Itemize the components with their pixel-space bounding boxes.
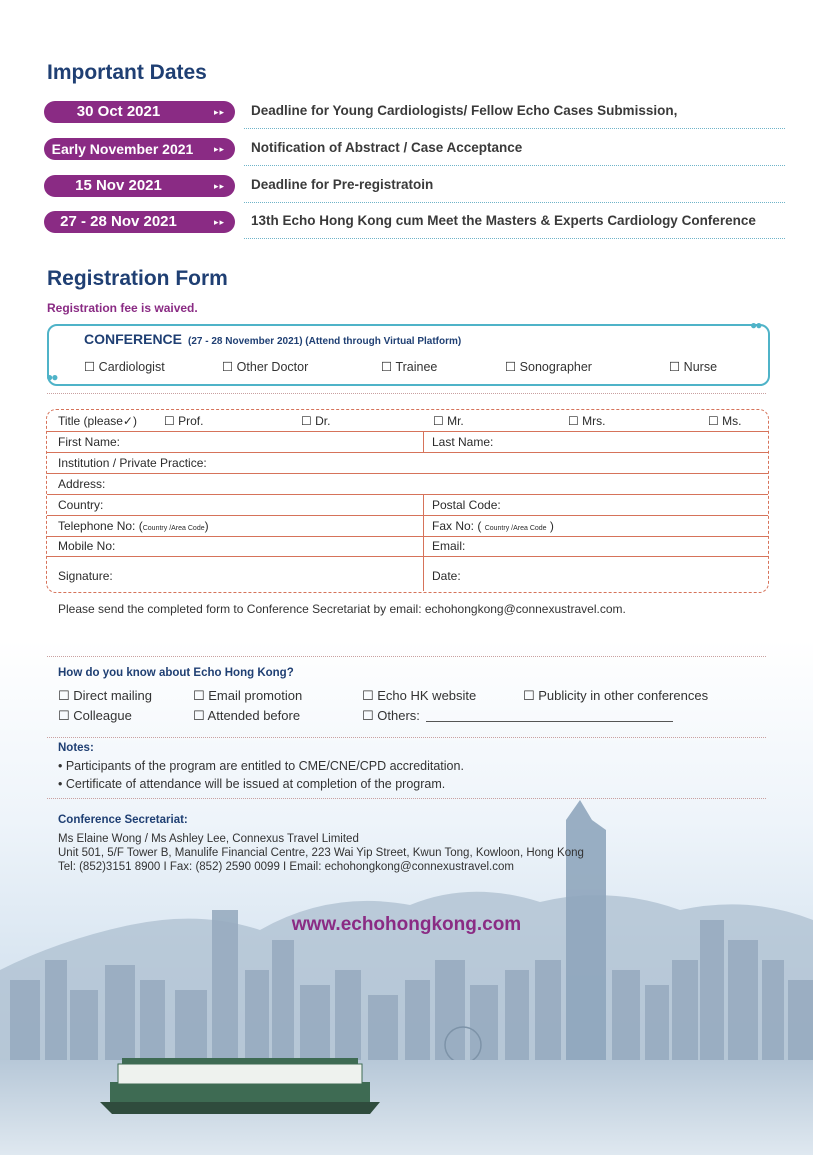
date-pill <box>44 211 235 233</box>
checkbox-dr[interactable]: ☐ Dr. <box>301 414 331 428</box>
mobile-field[interactable]: Mobile No: <box>58 539 116 553</box>
fax-field[interactable] <box>432 519 554 533</box>
column-divider <box>423 494 424 515</box>
checkbox-others[interactable]: ☐ Others: <box>362 708 420 723</box>
checkbox-nurse[interactable]: ☐ Nurse <box>669 360 718 374</box>
date-description: Notification of Abstract / Case Acceptance <box>251 140 523 155</box>
note-item: • Certificate of attendance will be issued at completion of the program. <box>58 777 446 791</box>
fee-note: Registration fee is waived. <box>47 301 198 315</box>
date-row <box>44 207 785 235</box>
date-description: Deadline for Young Cardiologists/ Fellow Echo Cases Submission, <box>251 103 678 118</box>
email-field[interactable]: Email: <box>432 539 466 553</box>
date-pill <box>44 101 235 123</box>
signature-row <box>47 556 768 591</box>
note-item: • Participants of the program are entitled to CME/CNE/CPD accreditation. <box>58 759 464 773</box>
divider <box>47 798 766 799</box>
divider <box>244 238 785 239</box>
close-paren: ) <box>204 519 209 533</box>
checkbox-sonographer[interactable]: ☐ Sonographer <box>505 360 592 374</box>
send-instructions: Please send the completed form to Conference Secretariat by email: echohongkong@connexustravel.com. <box>58 602 626 616</box>
secretariat-address: Unit 501, 5/F Tower B, Manulife Financial Centre, 223 Wai Yip Street, Kwun Tong, Kowloon, Hong Kong <box>58 847 584 859</box>
title-row <box>47 410 768 432</box>
divider <box>244 165 785 166</box>
double-arrow-icon: ▸▸ <box>213 217 225 227</box>
telephone-label: Telephone No: ( <box>58 519 143 533</box>
notes-title: Notes: <box>58 742 94 754</box>
secretariat-title: Conference Secretariat: <box>58 814 188 826</box>
website-link[interactable]: www.echohongkong.com <box>291 914 522 935</box>
signature-field[interactable]: Signature: <box>58 569 113 583</box>
checkbox-ms[interactable]: ☐ Ms. <box>708 414 742 428</box>
checkbox-other-doctor[interactable]: ☐ Other Doctor <box>222 360 309 374</box>
address-field[interactable]: Address: <box>58 477 106 491</box>
country-area-code-hint: Country /Area Code <box>484 525 547 532</box>
checkbox-echo-hk-website[interactable]: ☐ Echo HK website <box>362 688 477 703</box>
column-divider <box>423 431 424 452</box>
name-row <box>47 431 768 453</box>
column-divider <box>423 515 424 536</box>
date-label: 15 Nov 2021 <box>75 177 162 194</box>
divider <box>47 656 766 657</box>
country-area-code-hint: Country /Area Code <box>142 525 205 532</box>
close-paren: ) <box>549 519 554 533</box>
registration-heading: Registration Form <box>47 267 228 290</box>
divider <box>244 202 785 203</box>
date-row <box>44 97 785 125</box>
telephone-field[interactable] <box>58 519 209 533</box>
last-name-field[interactable]: Last Name: <box>432 435 494 449</box>
date-row <box>44 171 785 199</box>
secretariat-contact: Ms Elaine Wong / Ms Ashley Lee, Connexus Travel Limited <box>58 833 359 845</box>
dots-ornament-icon: ●● <box>46 370 57 384</box>
postal-code-field[interactable]: Postal Code: <box>432 498 501 512</box>
checkbox-colleague[interactable]: ☐ Colleague <box>58 708 132 723</box>
date-description: Deadline for Pre-registratoin <box>251 177 434 192</box>
institution-field[interactable]: Institution / Private Practice: <box>58 456 207 470</box>
checkbox-mr[interactable]: ☐ Mr. <box>433 414 464 428</box>
double-arrow-icon: ▸▸ <box>213 181 225 191</box>
country-field[interactable]: Country: <box>58 498 104 512</box>
column-divider <box>423 536 424 556</box>
double-arrow-icon: ▸▸ <box>213 144 225 154</box>
conference-label: CONFERENCE <box>84 331 183 347</box>
title-label: Title (please✓) <box>58 414 137 428</box>
column-divider <box>423 556 424 591</box>
conference-detail: (27 - 28 November 2021) (Attend through Virtual Platform) <box>188 336 462 347</box>
personal-details-form <box>46 409 769 593</box>
survey-title: How do you know about Echo Hong Kong? <box>58 667 294 679</box>
divider <box>47 393 766 394</box>
date-row <box>44 134 785 162</box>
date-label: Early November 2021 <box>51 141 194 157</box>
checkbox-publicity-other-conferences[interactable]: ☐ Publicity in other conferences <box>523 688 709 703</box>
checkbox-direct-mailing[interactable]: ☐ Direct mailing <box>58 688 153 703</box>
date-label: 30 Oct 2021 <box>76 103 161 120</box>
institution-row <box>47 452 768 474</box>
checkbox-prof[interactable]: ☐ Prof. <box>164 414 204 428</box>
divider <box>244 128 785 129</box>
others-input-line[interactable] <box>426 721 673 722</box>
phone-row <box>47 515 768 537</box>
address-row <box>47 473 768 495</box>
checkbox-cardiologist[interactable]: ☐ Cardiologist <box>84 360 165 374</box>
date-description: 13th Echo Hong Kong cum Meet the Masters & Experts Cardiology Conference <box>251 213 756 228</box>
conference-title <box>84 331 461 347</box>
date-field[interactable]: Date: <box>432 569 461 583</box>
date-pill <box>44 138 235 160</box>
mobile-row <box>47 536 768 557</box>
country-row <box>47 494 768 516</box>
conference-box <box>47 324 770 386</box>
dots-ornament-icon: ●● <box>750 318 761 332</box>
checkbox-trainee[interactable]: ☐ Trainee <box>381 360 438 374</box>
checkbox-email-promotion[interactable]: ☐ Email promotion <box>193 688 303 703</box>
checkbox-mrs[interactable]: ☐ Mrs. <box>568 414 606 428</box>
date-pill <box>44 175 235 197</box>
date-label: 27 - 28 Nov 2021 <box>60 213 177 230</box>
important-dates-heading: Important Dates <box>47 61 207 84</box>
double-arrow-icon: ▸▸ <box>213 107 225 117</box>
fax-label: Fax No: ( <box>432 519 485 533</box>
first-name-field[interactable]: First Name: <box>58 435 121 449</box>
secretariat-phone-email: Tel: (852)3151 8900 I Fax: (852) 2590 0099 I Email: echohongkong@connexustravel.com <box>58 861 514 873</box>
divider <box>47 737 766 738</box>
checkbox-attended-before[interactable]: ☐ Attended before <box>193 708 301 723</box>
